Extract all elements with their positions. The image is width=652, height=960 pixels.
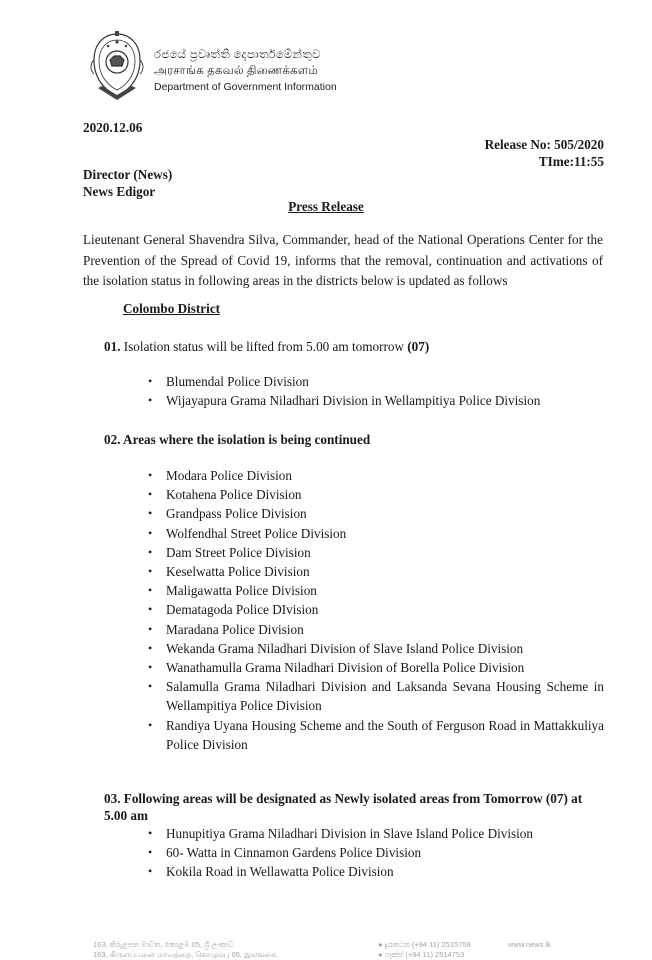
footer-fax-number: (+94 11) 2514753	[405, 950, 465, 959]
list-item: • Maradana Police Division	[148, 620, 604, 639]
section-1-number: 01.	[104, 339, 121, 354]
release-info	[485, 136, 604, 170]
list-item: • Wolfendhal Street Police Division	[148, 524, 604, 543]
addressee-line-1: Director (News)	[83, 167, 173, 182]
list-item: • Blumendal Police Division	[148, 372, 604, 391]
footer-phone-label: දුරකථන	[384, 940, 410, 949]
list-item: • Wekanda Grama Niladhari Division of Slave Island Police Division	[148, 639, 604, 658]
release-number: Release No: 505/2020	[484, 137, 604, 152]
list-item: • Randiya Uyana Housing Scheme and the South of Ferguson Road in Mattakkuliya Police Division	[148, 716, 604, 754]
section-1-heading-text: Isolation status will be lifted from 5.00 am tomorrow	[123, 339, 404, 354]
list-item: • Grandpass Police Division	[148, 504, 604, 523]
release-time: TIme:11:55	[538, 154, 604, 169]
section-1-heading	[104, 338, 429, 355]
section-1-heading-suffix: (07)	[407, 339, 430, 354]
footer-address-line-2: 163, கிருளப்பனை மாவத்தை, கொழும்பு 05, இலங்கை.	[93, 950, 279, 959]
department-name-tamil: அரசாங்க தகவல் திணைக்களம்	[154, 65, 319, 77]
list-item: • Hunupitiya Grama Niladhari Division in Slave Island Police Division	[148, 824, 604, 843]
department-name-english: Department of Government Information	[154, 81, 337, 93]
section-3-list	[148, 824, 604, 882]
list-item: • Maligawatta Police Division	[148, 581, 604, 600]
list-item: • 60- Watta in Cinnamon Gardens Police Division	[148, 843, 604, 862]
phone-icon: ●	[378, 940, 383, 949]
footer-address	[93, 940, 278, 960]
list-item: • Dematagoda Police DIvision	[148, 600, 604, 619]
list-item: • Keselwatta Police Division	[148, 562, 604, 581]
intro-paragraph: Lieutenant General Shavendra Silva, Commander, head of the National Operations Center for the Prevention of the Spread of Covid 19, informs that the removal, continuation and activations of the isolation status in following areas in the districts below is updated as follows	[83, 232, 603, 289]
section-1-list	[148, 372, 604, 410]
list-item: • Wanathamulla Grama Niladhari Division of Borella Police Division	[148, 658, 604, 677]
footer-fax-label: ෆැක්ස්	[384, 950, 404, 959]
addressee	[83, 166, 172, 200]
footer-address-line-1: 163, කිරුළපන මාවත, කොළඹ 05, ශ්‍රී ලංකාව.	[93, 940, 236, 949]
list-item: • Modara Police Division	[148, 466, 604, 485]
list-item: • Salamulla Grama Niladhari Division and Laksanda Sevana Housing Scheme in Wellampitiya Police Division	[148, 677, 604, 715]
list-item: • Kotahena Police Division	[148, 485, 604, 504]
footer-fax	[378, 950, 471, 960]
footer-contact	[378, 940, 471, 960]
document-title	[0, 199, 652, 215]
district-heading: Colombo District	[123, 301, 221, 316]
department-name-sinhala: රජයේ ප්‍රවෘත්ති දෙපාර්තමේන්තුව	[154, 49, 321, 61]
section-2-heading: 02. Areas where the isolation is being continued	[104, 432, 371, 447]
footer-phone	[378, 940, 471, 950]
addressee-line-2: News Edigor	[83, 184, 156, 199]
footer-website: www.news.lk	[508, 940, 551, 949]
section-3-heading: 03. Following areas will be designated as Newly isolated areas from Tomorrow (07) at 5.00 am	[104, 791, 583, 823]
letterhead-footer	[0, 930, 652, 960]
section-2-list	[148, 466, 604, 754]
fax-icon: ●	[378, 950, 383, 959]
sri-lanka-emblem-logo	[86, 30, 148, 102]
list-item: • Dam Street Police Division	[148, 543, 604, 562]
footer-phone-number: (+94 11) 2515759	[411, 940, 471, 949]
document-title-text: Press Release	[288, 199, 364, 214]
list-item: • Kokila Road in Wellawatta Police Division	[148, 862, 604, 881]
list-item: • Wijayapura Grama Niladhari Division in Wellampitiya Police Division	[148, 391, 604, 410]
release-date: 2020.12.06	[83, 120, 143, 135]
